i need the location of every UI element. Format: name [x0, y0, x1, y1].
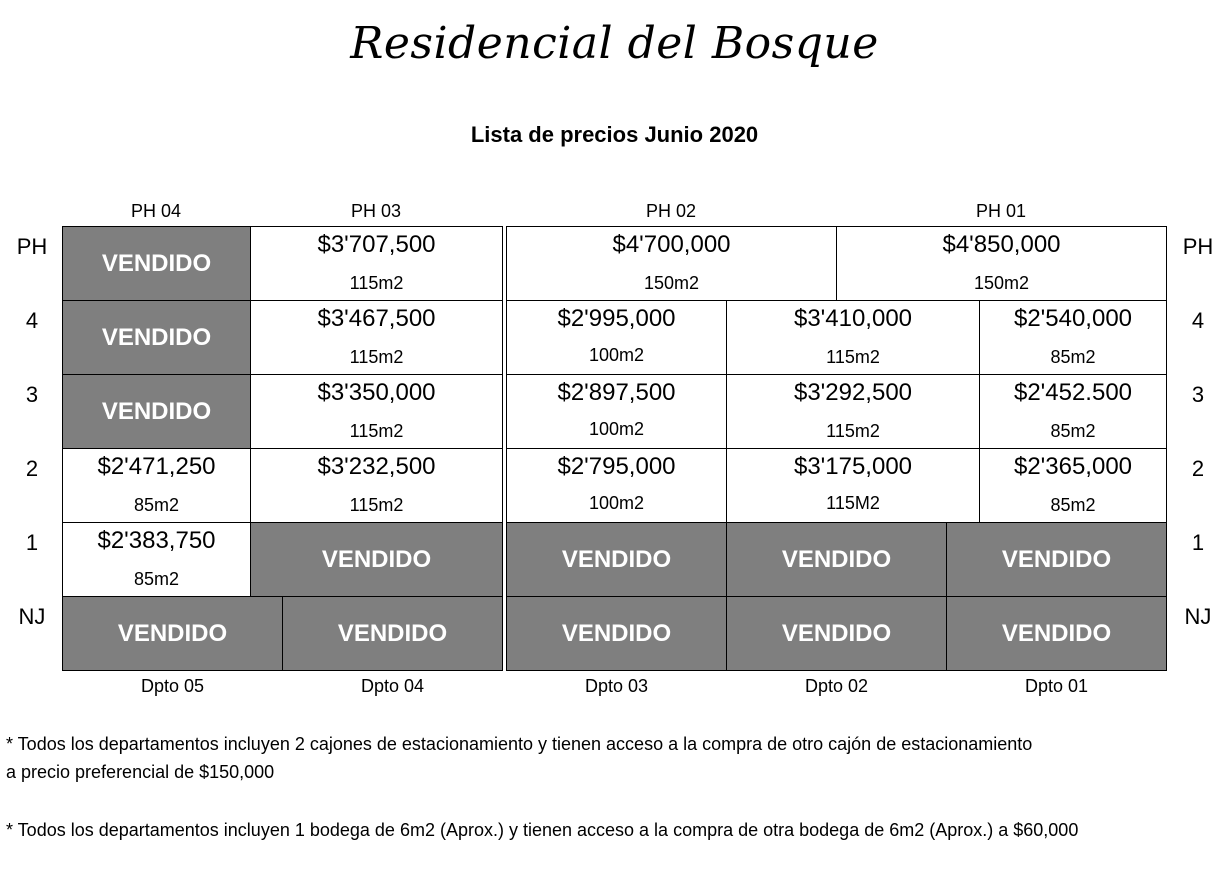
unit-cell-ph04-sold — [62, 226, 251, 301]
unit-cell-4-d02 — [726, 300, 980, 375]
unit-cell-2-d01 — [979, 448, 1167, 523]
sold-label: VENDIDO — [101, 397, 212, 425]
column-label-dpto05: Dpto 05 — [140, 676, 205, 696]
unit-area: 100m2 — [588, 419, 645, 439]
unit-cell-3-d04 — [250, 374, 503, 449]
column-label-dpto03: Dpto 03 — [584, 676, 649, 696]
unit-cell-nj-d03-sold — [506, 596, 727, 671]
column-label-dpto02: Dpto 02 — [804, 676, 869, 696]
unit-area: 115M2 — [826, 493, 880, 513]
unit-price: $2'995,000 — [557, 305, 676, 332]
page-title: Residencial del Bosque — [350, 18, 879, 69]
sold-label: VENDIDO — [101, 323, 212, 351]
column-label-dpto01: Dpto 01 — [1024, 676, 1089, 696]
unit-area: 100m2 — [588, 493, 645, 513]
unit-cell-2-d05 — [62, 448, 251, 523]
sold-label: VENDIDO — [321, 545, 432, 573]
unit-cell-2-d04 — [250, 448, 503, 523]
note-parking-line2: a precio preferencial de $150,000 — [6, 762, 275, 782]
unit-area: 150m2 — [973, 273, 1030, 293]
unit-area: 115m2 — [826, 347, 880, 367]
column-label-dpto04: Dpto 04 — [360, 676, 425, 696]
unit-cell-ph02 — [506, 226, 837, 301]
unit-price: $2'383,750 — [97, 527, 216, 554]
note-storage: * Todos los departamentos incluyen 1 bodega de 6m2 (Aprox.) y tienen acceso a la compra de otra bodega de 6m2 (Aprox.) a $60,000 — [6, 820, 1079, 840]
unit-area: 85m2 — [1050, 347, 1096, 367]
floor-label-2-right: 2 — [1191, 456, 1205, 481]
sold-label: VENDIDO — [117, 619, 228, 647]
sold-label: VENDIDO — [337, 619, 448, 647]
unit-price: $3'707,500 — [317, 231, 436, 258]
floor-label-ph-right: PH — [1182, 234, 1214, 259]
floor-label-4-right: 4 — [1191, 308, 1205, 333]
floor-label-4-left: 4 — [25, 308, 39, 333]
floor-label-3-right: 3 — [1191, 382, 1205, 407]
unit-area: 115m2 — [349, 495, 404, 515]
unit-cell-4-d05-sold — [62, 300, 251, 375]
column-label-ph04: PH 04 — [130, 201, 182, 221]
unit-cell-3-d05-sold — [62, 374, 251, 449]
unit-cell-1-d04-sold — [250, 522, 503, 597]
sold-label: VENDIDO — [781, 619, 892, 647]
unit-price: $3'175,000 — [793, 453, 913, 480]
unit-cell-2-d02 — [726, 448, 980, 523]
unit-price: $2'897,500 — [557, 379, 676, 406]
unit-area: 115m2 — [349, 273, 404, 293]
unit-price: $3'350,000 — [317, 379, 436, 406]
unit-cell-1-d02-sold — [726, 522, 947, 597]
unit-area: 85m2 — [1050, 421, 1096, 441]
unit-area: 115m2 — [826, 421, 880, 441]
unit-area: 150m2 — [643, 273, 700, 293]
sold-label: VENDIDO — [561, 545, 672, 573]
unit-area: 85m2 — [133, 495, 180, 515]
unit-price: $2'540,000 — [1013, 305, 1133, 332]
floor-label-1-right: 1 — [1191, 530, 1205, 555]
unit-price: $2'452.500 — [1013, 379, 1133, 406]
floor-label-1-left: 1 — [25, 530, 39, 555]
unit-cell-ph01 — [836, 226, 1167, 301]
unit-cell-nj-d02-sold — [726, 596, 947, 671]
unit-cell-ph03 — [250, 226, 503, 301]
unit-cell-4-d01 — [979, 300, 1167, 375]
unit-cell-nj-d05-sold — [62, 596, 283, 671]
unit-cell-4-d03 — [506, 300, 727, 375]
unit-cell-3-d02 — [726, 374, 980, 449]
sold-label: VENDIDO — [101, 249, 212, 277]
unit-price: $3'467,500 — [317, 305, 436, 332]
unit-cell-nj-d01-sold — [946, 596, 1167, 671]
price-list-subtitle: Lista de precios Junio 2020 — [470, 122, 759, 147]
unit-area: 85m2 — [133, 569, 180, 589]
sold-label: VENDIDO — [561, 619, 672, 647]
unit-area: 115m2 — [349, 421, 404, 441]
unit-price: $2'795,000 — [557, 453, 676, 480]
unit-price: $3'292,500 — [793, 379, 913, 406]
unit-price: $3'232,500 — [317, 453, 436, 480]
floor-label-ph-left: PH — [16, 234, 48, 259]
unit-cell-3-d01 — [979, 374, 1167, 449]
column-label-ph02: PH 02 — [645, 201, 697, 221]
unit-area: 115m2 — [349, 347, 404, 367]
sold-label: VENDIDO — [1001, 619, 1112, 647]
floor-label-3-left: 3 — [25, 382, 39, 407]
unit-cell-1-d03-sold — [506, 522, 727, 597]
sold-label: VENDIDO — [781, 545, 892, 573]
unit-cell-nj-d04-sold — [282, 596, 503, 671]
sold-label: VENDIDO — [1001, 545, 1112, 573]
note-parking-line1: * Todos los departamentos incluyen 2 cajones de estacionamiento y tienen acceso a la compra de otro cajón de estacionamiento — [6, 734, 1033, 754]
unit-cell-2-d03 — [506, 448, 727, 523]
unit-cell-1-d01-sold — [946, 522, 1167, 597]
unit-price: $2'365,000 — [1013, 453, 1133, 480]
floor-label-2-left: 2 — [25, 456, 39, 481]
column-label-ph03: PH 03 — [350, 201, 402, 221]
unit-cell-3-d03 — [506, 374, 727, 449]
unit-area: 85m2 — [1050, 495, 1096, 515]
unit-price: $3'410,000 — [793, 305, 913, 332]
unit-price: $4'850,000 — [942, 231, 1061, 258]
floor-label-nj-right: NJ — [1184, 604, 1212, 629]
unit-price: $4'700,000 — [612, 231, 731, 258]
floor-label-nj-left: NJ — [18, 604, 46, 629]
unit-cell-1-d05 — [62, 522, 251, 597]
column-label-ph01: PH 01 — [975, 201, 1027, 221]
unit-price: $2'471,250 — [97, 453, 216, 480]
unit-cell-4-d04 — [250, 300, 503, 375]
unit-area: 100m2 — [588, 345, 645, 365]
